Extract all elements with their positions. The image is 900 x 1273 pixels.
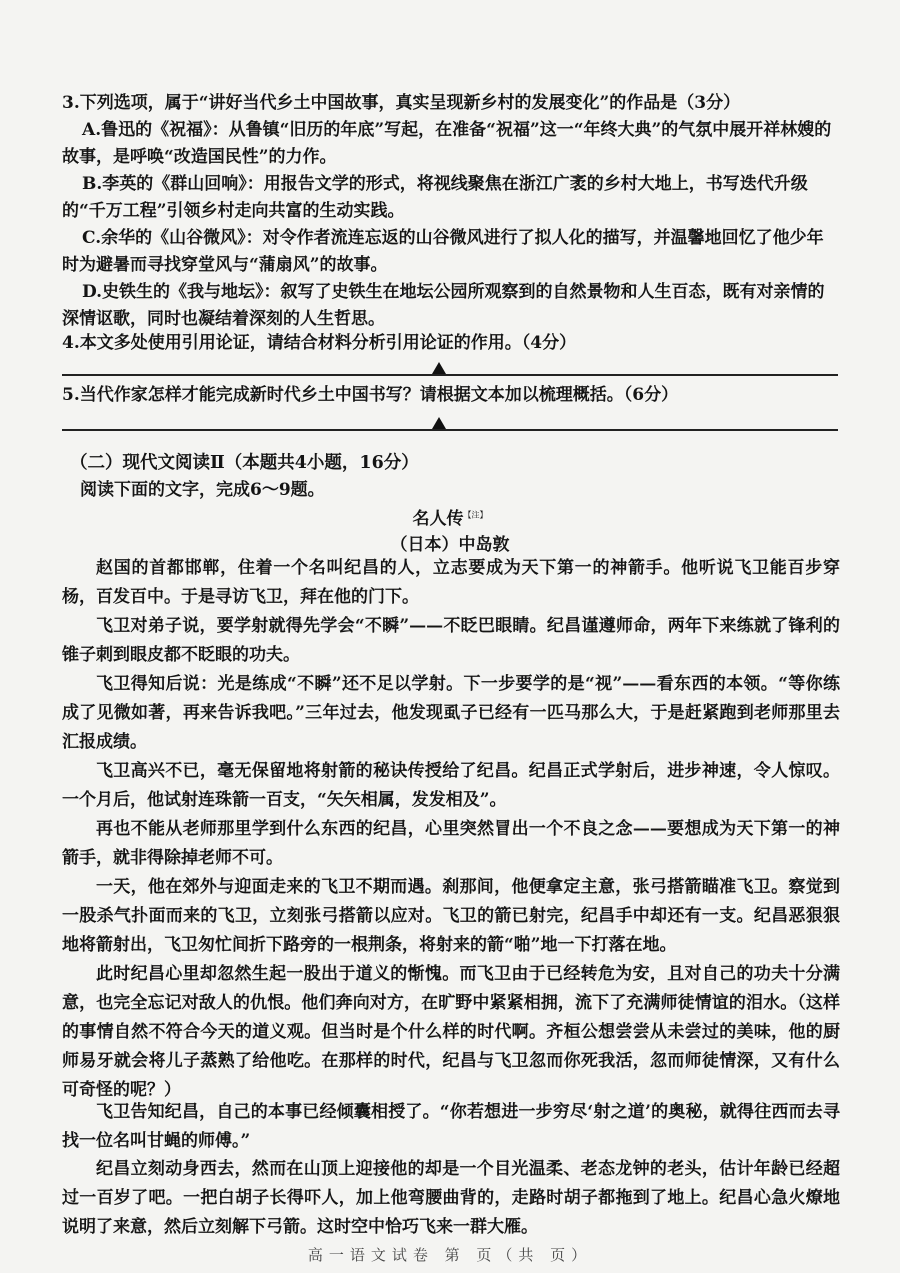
passage-paragraph: 飞卫对弟子说，要学射就得先学会“不瞬”——不眨巴眼睛。纪昌谨遵师命，两年下来练就了锋利的锥子刺到眼皮都不眨眼的功夫。 — [62, 616, 840, 665]
page-footer: 高一语文试卷 第 页（共 页） — [307, 1246, 593, 1264]
question-5: 5.当代作家怎样才能完成新时代乡土中国书写？请根据文本加以梳理概括。（6分） — [62, 385, 679, 405]
answer-area-marker — [432, 417, 446, 429]
title-footnote-mark: 【注】 — [463, 510, 488, 520]
question-3-option-a: A.鲁迅的《祝福》：从鲁镇“旧历的年底”写起，在准备“祝福”这一“年终大典”的气氛中展开祥林嫂的故事，是呼唤“改造国民性”的力作。 — [62, 120, 832, 167]
passage-title-text: 名人传 — [412, 509, 464, 529]
answer-area-divider — [62, 429, 838, 431]
question-3-option-d: D.史铁生的《我与地坛》：叙写了史铁生在地坛公园所观察到的自然景物和人生百态，既有对亲情的深情讴歌，同时也凝结着深刻的人生哲思。 — [62, 282, 825, 329]
passage-paragraph: 赵国的首都邯郸，住着一个名叫纪昌的人，立志要成为天下第一的神箭手。他听说飞卫能百步穿杨，百发百中。于是寻访飞卫，拜在他的门下。 — [62, 558, 840, 607]
answer-area-marker — [432, 362, 446, 374]
question-4: 4.本文多处使用引用论证，请结合材料分析引用论证的作用。（4分） — [62, 333, 577, 353]
passage-paragraph: 飞卫得知后说：光是练成“不瞬”还不足以学射。下一步要学的是“视”——看东西的本领。“等你练成了见微如著，再来告诉我吧。”三年过去，他发现虱子已经有一匹马那么大，于是赶紧跑到老师那里去汇报成绩。 — [62, 674, 840, 752]
section-heading: （二）现代文阅读Ⅱ（本题共4小题，16分） — [70, 453, 419, 473]
question-3-option-b: B.李英的《群山回响》：用报告文学的形式，将视线聚焦在浙江广袤的乡村大地上，书写迭代升级的“千万工程”引领乡村走向共富的生动实践。 — [62, 174, 808, 221]
question-3-stem: 3.下列选项，属于“讲好当代乡土中国故事，真实呈现新乡村的发展变化”的作品是（3分） — [62, 93, 741, 113]
reading-instruction: 阅读下面的文字，完成6～9题。 — [80, 480, 325, 500]
passage-paragraph: 纪昌立刻动身西去，然而在山顶上迎接他的却是一个目光温柔、老态龙钟的老头，估计年龄已经超过一百岁了吧。一把白胡子长得吓人，加上他弯腰曲背的，走路时胡子都拖到了地上。纪昌心急火燎地说明了来意，然后立刻解下弓箭。这时空中恰巧飞来一群大雁。 — [62, 1159, 840, 1237]
passage-author: （日本）中岛敦 — [390, 535, 510, 555]
question-3-option-c: C.余华的《山谷微风》：对令作者流连忘返的山谷微风进行了拟人化的描写，并温馨地回忆了他少年时为避暑而寻找穿堂风与“蒲扇风”的故事。 — [62, 228, 824, 275]
answer-area-divider — [62, 374, 838, 376]
passage-paragraph: 飞卫告知纪昌，自己的本事已经倾囊相授了。“你若想进一步穷尽‘射之道’的奥秘，就得往西而去寻找一位名叫甘蝇的师傅。” — [62, 1102, 840, 1151]
passage-paragraph: 再也不能从老师那里学到什么东西的纪昌，心里突然冒出一个不良之念——要想成为天下第一的神箭手，就非得除掉老师不可。 — [62, 819, 840, 868]
passage-title — [0, 504, 900, 529]
passage-paragraph: 飞卫高兴不已，毫无保留地将射箭的秘诀传授给了纪昌。纪昌正式学射后，进步神速，令人惊叹。一个月后，他试射连珠箭一百支，“矢矢相属，发发相及”。 — [62, 761, 840, 810]
passage-paragraph: 一天，他在郊外与迎面走来的飞卫不期而遇。刹那间，他便拿定主意，张弓搭箭瞄准飞卫。察觉到一股杀气扑面而来的飞卫，立刻张弓搭箭以应对。飞卫的箭已射完，纪昌手中却还有一支。纪昌恶狠狠地将箭射出，飞卫匆忙间折下路旁的一根荆条，将射来的箭“啪”地一下打落在地。 — [62, 877, 840, 955]
passage-paragraph: 此时纪昌心里却忽然生起一股出于道义的惭愧。而飞卫由于已经转危为安，且对自己的功夫十分满意，也完全忘记对敌人的仇恨。他们奔向对方，在旷野中紧紧相拥，流下了充满师徒情谊的泪水。（这样的事情自然不符合今天的道义观。但当时是个什么样的时代啊。齐桓公想尝尝从未尝过的美味，他的厨师易牙就会将儿子蒸熟了给他吃。在那样的时代，纪昌与飞卫忽而你死我活，忽而师徒情深，又有什么可奇怪的呢？） — [62, 964, 840, 1100]
